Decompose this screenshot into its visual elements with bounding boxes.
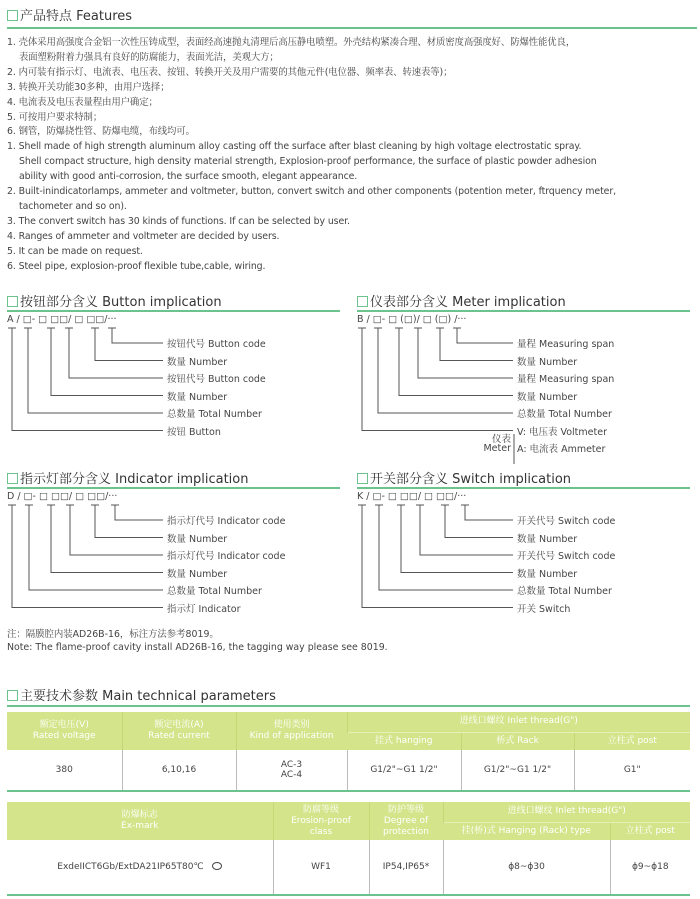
header-hanging-rack: 挂(桥)式 Hanging (Rack) type — [443, 822, 610, 840]
button-title: 按钮部分含义 Button implication — [7, 291, 222, 310]
params-table-1 — [7, 712, 690, 792]
diagram-label: 指示灯 Indicator — [167, 603, 241, 615]
feature-line: 表面塑粉附着力强具有良好的防腐能力，表面光洁，美观大方； — [19, 51, 279, 63]
connector-line — [65, 328, 163, 378]
connector-line — [108, 328, 163, 343]
feature-line: 3. 转换开关功能30多种，由用户选择； — [7, 81, 170, 93]
diagram-label: 数量 Number — [167, 391, 228, 403]
params-table-2 — [7, 802, 690, 896]
connector-line — [414, 328, 513, 378]
header-hanging: 挂式 hanging — [347, 732, 461, 750]
diagram-label: 开关 Switch — [517, 603, 571, 615]
square-icon — [7, 690, 18, 701]
params-title: 主要技术参数 Main technical parameters — [7, 685, 276, 704]
diagram-label: 总数量 Total Number — [517, 586, 612, 597]
header-erosion-proof: 防腐等级 Erosion-proof class — [273, 802, 369, 840]
meter-v-label: V: 电压表 Voltmeter — [517, 426, 607, 438]
diagram-label: 按钮代号 Button code — [167, 374, 266, 385]
connector-line — [397, 505, 513, 573]
switch-title: 开关部分含义 Switch implication — [357, 468, 571, 487]
cell-post: G1" — [574, 750, 690, 791]
diagram-label: 数量 Number — [517, 568, 578, 580]
connector-line — [375, 505, 513, 590]
diagram-label: 数量 Number — [167, 356, 228, 368]
cell-kind-of-application: AC-3 AC-4 — [236, 750, 347, 791]
cell-rack: G1/2"~G1 1/2" — [461, 750, 574, 791]
cell-ex-mark: ExdeIICT6Gb/ExtDA21IP65T80℃ — [7, 840, 273, 895]
meter-type-cn: 仪表 — [491, 434, 511, 445]
header-post: 立柱式 post — [574, 732, 690, 750]
button-rule — [7, 310, 340, 312]
meter-code: B / □- □ (□)/ □ (□) /··· — [357, 314, 467, 325]
diagram-label: 数量 Number — [517, 533, 578, 545]
cell-protection: IP54,IP65* — [369, 840, 443, 895]
switch-rule — [357, 487, 690, 489]
feature-line: 5. 可按用户要求特制； — [7, 111, 103, 123]
feature-line: Shell compact structure, high density material strength, Explosion-proof performance, the surface of plastic powder adhesion — [19, 156, 597, 168]
header-ex-mark: 防爆标志 Ex-mark — [7, 802, 273, 840]
connector-line — [24, 328, 163, 413]
diagram-label: 指示灯代号 Indicator code — [167, 516, 286, 527]
meter-a-label: A: 电流表 Ammeter — [517, 444, 606, 455]
feature-line: 6. 钢管，防爆挠性管、防爆电缆，布线均可。 — [7, 126, 195, 138]
cell-hanging: G1/2"~G1 1/2" — [347, 750, 461, 791]
header-rack: 桥式 Rack — [461, 732, 574, 750]
connector-line — [436, 328, 513, 361]
header-rated-voltage: 额定电压(V) Rated voltage — [7, 712, 122, 750]
connector-line — [111, 505, 163, 520]
meter-title: 仪表部分含义 Meter implication — [357, 291, 566, 310]
diagram-label: 总数量 Total Number — [517, 409, 612, 420]
note-cn: 注：隔膜腔内装AD26B-16，标注方法参考8019。 — [7, 629, 219, 640]
cell-rated-voltage: 380 — [55, 765, 73, 775]
connector-line — [374, 328, 513, 413]
feature-line: 6. Steel pipe, explosion-proof flexible tube,cable, wiring. — [7, 260, 266, 272]
diagram-label: 数量 Number — [517, 356, 578, 368]
square-icon — [357, 473, 368, 484]
meter-rule — [357, 310, 690, 312]
connector-line — [91, 505, 163, 538]
cell-erosion-proof: WF1 — [273, 840, 369, 895]
indicator-title: 指示灯部分含义 Indicator implication — [7, 468, 248, 487]
header-rated-current: 额定电流(A) Rated current — [122, 712, 236, 750]
diagram-label: 数量 Number — [167, 568, 228, 580]
meter-diagram — [357, 314, 697, 464]
feature-line: 1. 壳体采用高强度合金铝一次性压铸成型，表面经高速抛丸清理后高压静电喷塑。外壳结构紧凑合理、材质密度高强度好、防爆性能优良， — [7, 37, 576, 48]
diagram-label: 量程 Measuring span — [517, 374, 615, 385]
cell-rated-current: 6,10,16 — [122, 750, 236, 791]
switch-code: K / □- □ □□/ □ □□/··· — [357, 491, 467, 502]
connector-line — [453, 328, 513, 343]
meter-type-en: Meter — [483, 443, 511, 454]
feature-line: 5. It can be made on request. — [7, 245, 143, 257]
header-inlet-thread: 进线口螺纹 Inlet thread(G") — [443, 802, 690, 822]
diagram-label: 按钮代号 Button code — [167, 339, 266, 350]
header-kind-of-application: 使用类别 Kind of application — [236, 712, 347, 750]
features-rule — [7, 27, 697, 29]
feature-line: 4. 电流表及电压表量程由用户确定； — [7, 96, 158, 108]
cell-post: ϕ9~ϕ18 — [610, 840, 690, 895]
square-icon — [7, 473, 18, 484]
diagram-label: 指示灯代号 Indicator code — [167, 551, 286, 562]
diagram-label: 按钮 Button — [167, 426, 221, 438]
square-icon — [7, 296, 18, 307]
params-rule — [7, 705, 690, 707]
indicator-rule — [7, 487, 340, 489]
switch-diagram — [357, 491, 697, 641]
connector-line — [91, 328, 163, 361]
button-code: A / □- □ □□/ □ □□/··· — [7, 314, 117, 325]
diagram-label: 开关代号 Switch code — [517, 516, 616, 527]
features-list — [7, 36, 697, 275]
indicator-code: D / □- □ □□/ □ □□/··· — [7, 491, 118, 502]
diagram-label: 总数量 Total Number — [167, 586, 262, 597]
header-post: 立柱式 post — [610, 822, 690, 840]
feature-line: ability with good anti-corrosion, the surface smooth, elegant appearance. — [19, 171, 358, 183]
diagram-label: 量程 Measuring span — [517, 339, 615, 350]
diagram-label: 总数量 Total Number — [167, 409, 262, 420]
diagram-label: 开关代号 Switch code — [517, 551, 616, 562]
note-en: Note: The flame-proof cavity install AD26B-16, the tagging way please see 8019. — [7, 642, 388, 653]
connector-line — [395, 328, 513, 396]
ex-symbol-icon — [212, 862, 222, 870]
feature-line: 1. Shell made of high strength aluminum alloy casting off the surface after blast cleaning by high voltage electrostatic spray. — [7, 141, 582, 153]
diagram-label: 数量 Number — [167, 533, 228, 545]
header-protection: 防护等级 Degree of protection — [369, 802, 443, 840]
indicator-diagram — [7, 491, 347, 641]
feature-line: 2. Built-inindicatorlamps, ammeter and voltmeter, button, convert switch and other components (potention meter, ftrquency meter, — [7, 186, 616, 198]
feature-line: 4. Ranges of ammeter and voltmeter are decided by users. — [7, 230, 280, 242]
connector-line — [47, 328, 163, 396]
header-inlet-thread: 进线口螺纹 Inlet thread(G") — [347, 712, 690, 732]
connector-line — [25, 505, 163, 590]
connector-line — [47, 505, 163, 573]
feature-line: tachometer and so on). — [19, 200, 127, 212]
connector-line — [461, 505, 513, 520]
features-title: 产品特点 Features — [7, 5, 132, 24]
button-diagram — [7, 314, 347, 464]
connector-line — [441, 505, 513, 538]
cell-hanging-rack: ϕ8~ϕ30 — [443, 840, 610, 895]
feature-line: 3. The convert switch has 30 kinds of functions. If can be selected by user. — [7, 215, 350, 227]
feature-line: 2. 内可装有指示灯、电流表、电压表、按钮、转换开关及用户需要的其他元件(电位器、频率表、转速表等)； — [7, 66, 453, 78]
square-icon — [7, 10, 18, 21]
diagram-label: 数量 Number — [517, 391, 578, 403]
square-icon — [357, 296, 368, 307]
